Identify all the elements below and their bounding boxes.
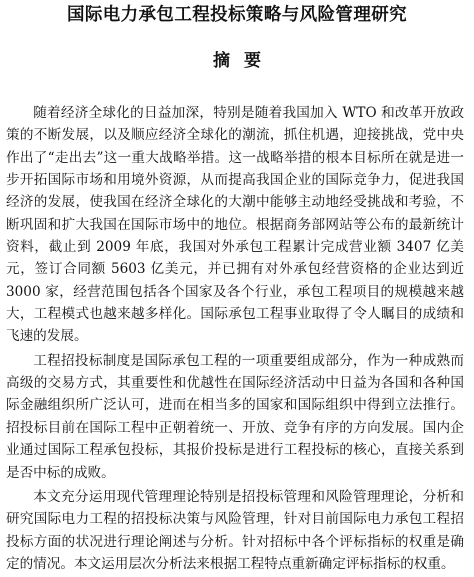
document-title: 国际电力承包工程投标策略与风险管理研究 <box>66 5 408 25</box>
abstract-paragraph-1: 随着经济全球化的日益加深，特别是随着我国加入 WTO 和改革开放政策的不断发展，以及顺应经济全球化的潮流，抓住机遇，迎接挑战，党中央作出了“走出去”这一重大战略举措。这一战略举措的根本目标所在就是进一步开拓国际市场和用境外资源，从而提高我国企业的国际竞争力，促进我国经济的发展，使我国在经济全球化的大潮中能够主动地经受挑战和考验，不断巩固和扩大我国在国际市场中的地位。根据商务部网站等公布的最新统计资料，截止到 2009 年底，我国对外承包工程累计完成营业额 3407 亿美元，签订合同额 5603 亿美元，并已拥有对外承包经营资格的企业达到近 3000 家，经营范围包括各个国家及各个行业，承包工程项目的规模越来越大，工程模式也越来越多样化。国际承包工程事业取得了令人瞩目的成绩和飞速的发展。 <box>6 105 464 345</box>
abstract-paragraph-3: 本文充分运用现代管理理论特别是招投标管理和风险管理理论，分析和研究国际电力工程的招投标决策与风险管理，针对目前国际电力承包工程招投标方面的状况进行理论阐述与分析。针对招标中各个评标指标的权重是确定的情况。本文运用层次分析法来根据工程特点重新确定评标指标的权重。 <box>6 488 464 572</box>
abstract-paragraph-2: 工程招投标制度是国际承包工程的一项重要组成部分，作为一种成熟而高级的交易方式，其重要性和优越性在国际经济活动中日益为各国和各种国际金融组织所广泛认可，进而在相当多的国家和国际组织中得到立法推行。招投标目前在国际工程中正朝着统一、开放、竞争有序的方向发展。国内企业通过国际工程承包投标，其报价投标是进行工程投标的核心，直接关系到是否中标的成败。 <box>6 352 464 481</box>
abstract-heading: 摘要 <box>213 51 275 71</box>
abstract-body <box>6 102 464 577</box>
